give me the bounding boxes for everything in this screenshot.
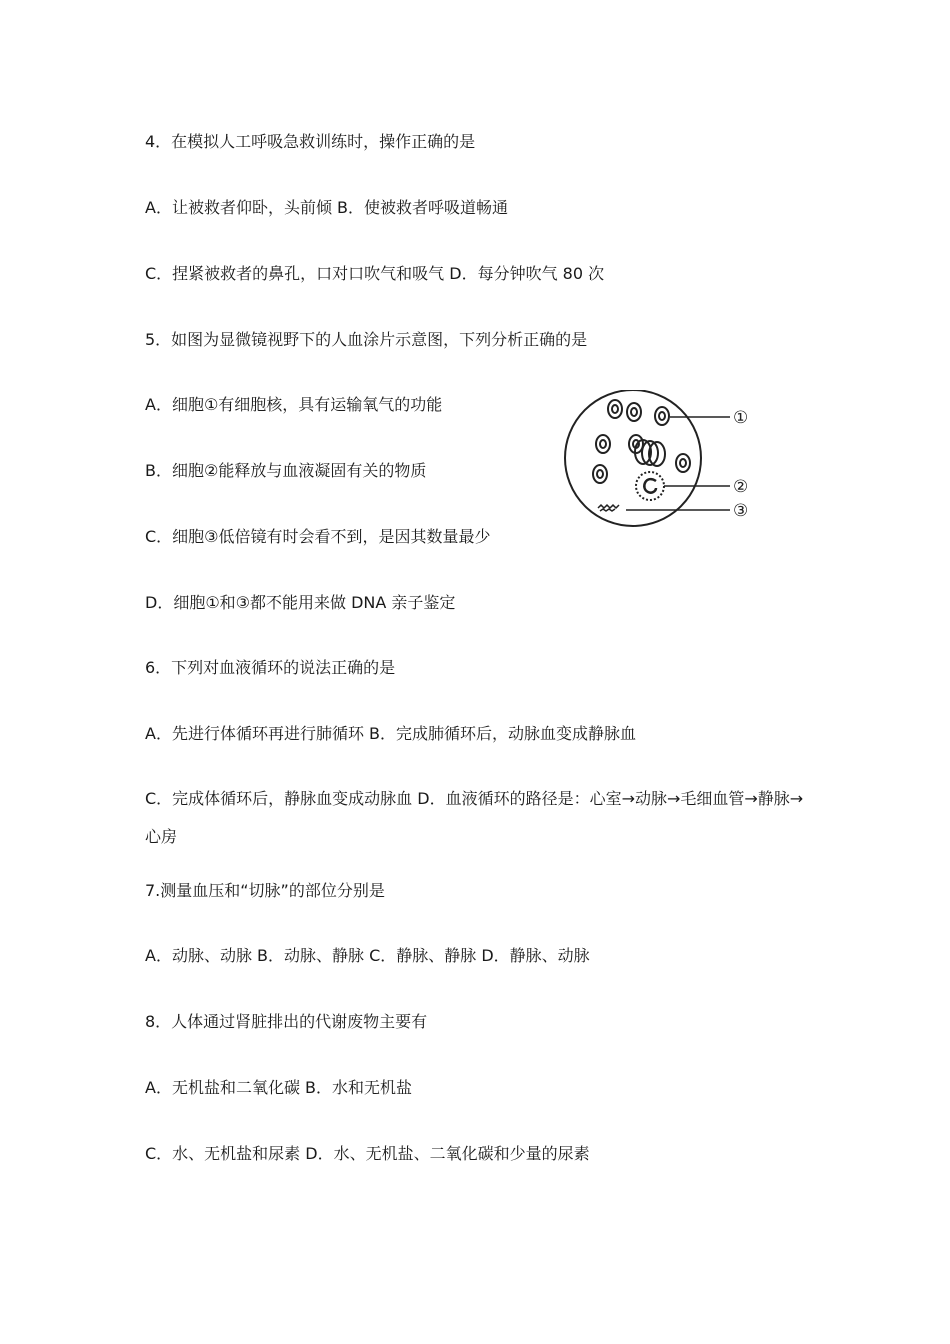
microscope-field bbox=[565, 390, 701, 526]
q4-stem: 4．在模拟人工呼吸急救训练时，操作正确的是 bbox=[145, 132, 476, 151]
blood-smear-figure bbox=[560, 390, 760, 530]
q7-stem: 7.测量血压和“切脉”的部位分别是 bbox=[145, 881, 385, 900]
q6-option-cd: C．完成体循环后，静脉血变成动脉血 D．血液循环的路径是：心室→动脉→毛细血管→静脉→心房 bbox=[145, 789, 804, 846]
white-blood-cell bbox=[636, 472, 664, 500]
q8-stem: 8．人体通过肾脏排出的代谢废物主要有 bbox=[145, 1012, 428, 1031]
q7-options: A．动脉、动脉 B．动脉、静脉 C．静脉、静脉 D．静脉、动脉 bbox=[145, 946, 590, 965]
q5-option-b: B．细胞②能释放与血液凝固有关的物质 bbox=[145, 461, 427, 480]
q4-option-ab: A．让被救者仰卧，头前倾 B．使被救者呼吸道畅通 bbox=[145, 198, 509, 217]
q5-option-d: D．细胞①和③都不能用来做 DNA 亲子鉴定 bbox=[145, 593, 456, 612]
q5-option-a: A．细胞①有细胞核，具有运输氧气的功能 bbox=[145, 395, 443, 414]
q8-option-ab: A．无机盐和二氧化碳 B．水和无机盐 bbox=[145, 1078, 413, 1097]
q5-stem: 5．如图为显微镜视野下的人血涂片示意图，下列分析正确的是 bbox=[145, 330, 588, 349]
q6-stem: 6．下列对血液循环的说法正确的是 bbox=[145, 658, 396, 677]
figure-label-3: ③ bbox=[733, 501, 749, 521]
q5-option-c: C．细胞③低倍镜有时会看不到，是因其数量最少 bbox=[145, 527, 491, 546]
q8-option-cd: C．水、无机盐和尿素 D．水、无机盐、二氧化碳和少量的尿素 bbox=[145, 1144, 590, 1163]
red-blood-cells bbox=[593, 400, 690, 483]
platelets bbox=[598, 505, 619, 511]
q6-option-ab: A．先进行体循环再进行肺循环 B．完成肺循环后，动脉血变成静脉血 bbox=[145, 724, 637, 743]
figure-label-2: ② bbox=[733, 477, 749, 497]
figure-label-1: ① bbox=[733, 408, 749, 428]
q4-option-cd: C．捏紧被救者的鼻孔，口对口吹气和吸气 D．每分钟吹气 80 次 bbox=[145, 264, 605, 283]
